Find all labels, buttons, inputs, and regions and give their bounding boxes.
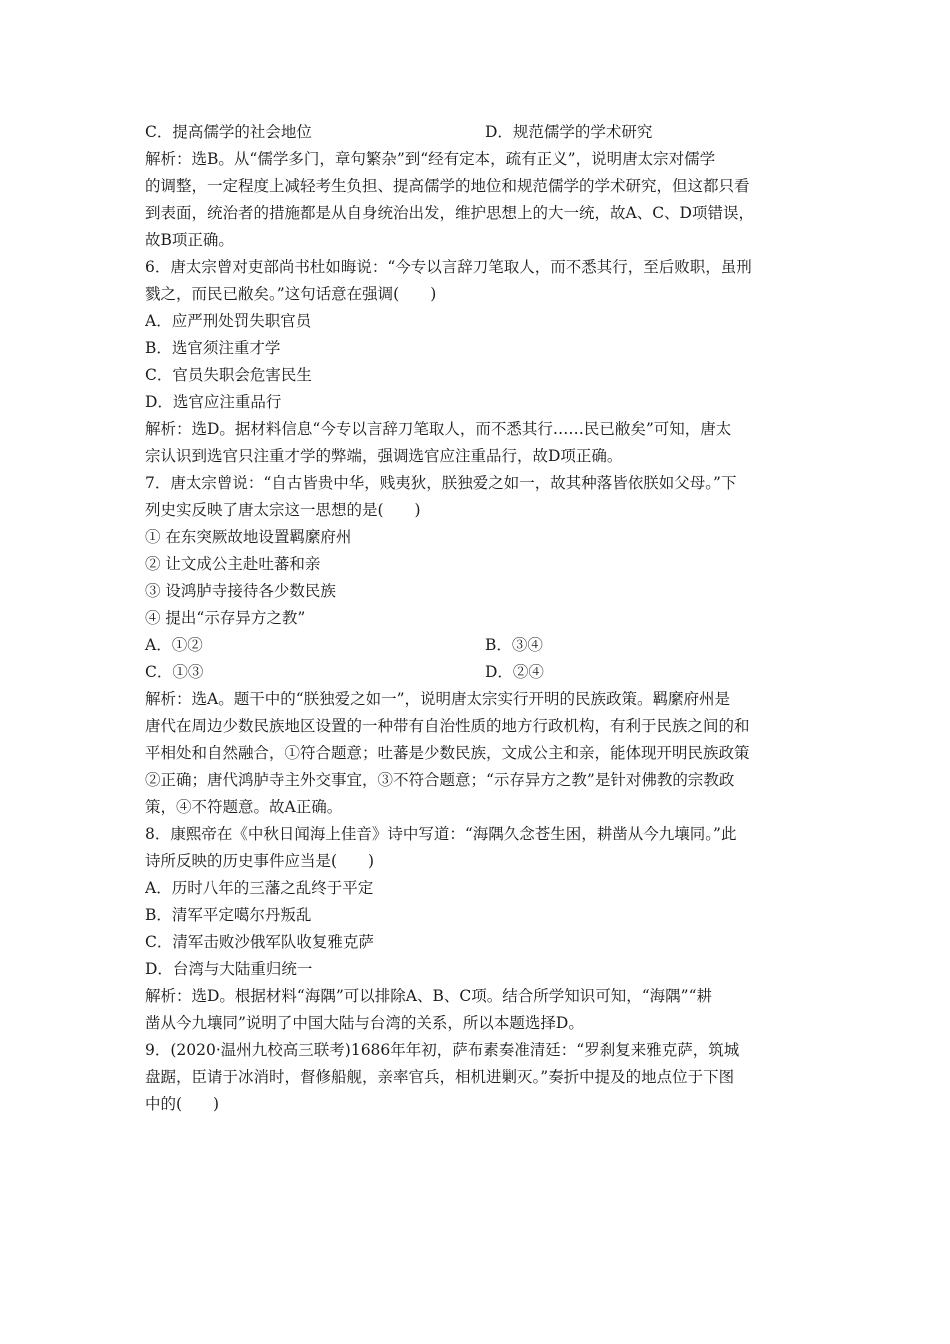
q8-option-d: D．台湾与大陆重归统一 [145,960,313,978]
q8-option-a: A．历时八年的三藩之乱终于平定 [145,879,374,897]
q6-option-c: C．官员失职会危害民生 [145,366,312,384]
q7-item-4: ④ 提出“示存异方之教” [145,609,306,627]
q6-option-a: A．应严刑处罚失职官员 [145,312,312,330]
question-stem-line: 7．唐太宗曾说：“自古皆贵中华，贱夷狄，朕独爱之如一，故其种落皆依朕如父母。”下 [145,474,737,492]
question-stem-line: 8．康熙帝在《中秋日闻海上佳音》诗中写道：“海隅久念苍生困，耕凿从今九壤同。”此 [145,825,737,843]
q7-item-3: ③ 设鸿胪寺接待各少数民族 [145,582,336,600]
question-8 [145,821,810,1037]
q7-item-1: ① 在东突厥故地设置羁縻府州 [145,528,352,546]
q5-option-d: D．规范儒学的学术研究 [485,123,653,141]
question-stem-line: 9．(2020·温州九校高三联考)1686年年初，萨布素奏准清廷：“罗刹复来雅克萨，筑城 [145,1041,740,1059]
question-stem-line: 盘踞，臣请于冰消时，督修船舰，亲率官兵，相机进剿灭。”奏折中提及的地点位于下图 [145,1068,735,1086]
q7-option-b: B．③④ [485,636,543,654]
q7-option-a: A．①② [145,636,203,654]
analysis-line: 凿从今九壤同”说明了中国大陆与台湾的关系，所以本题选择D。 [145,1014,584,1032]
q7-option-d: D．②④ [485,663,544,681]
q8-option-b: B．清军平定噶尔丹叛乱 [145,906,312,924]
analysis-line: 故B项正确。 [145,231,234,249]
q7-options-row-1 [145,632,810,659]
page-content [145,119,810,1118]
question-6 [145,254,810,470]
analysis-line: 到表面，统治者的措施都是从自身统治出发，维护思想上的大一统，故A、C、D项错误， [145,204,754,222]
analysis-line: ②正确；唐代鸿胪寺主外交事宜，③不符合题意；“示存异方之教”是针对佛教的宗教政 [145,771,735,789]
question-stem-line: 6．唐太宗曾对吏部尚书杜如晦说：“今专以言辞刀笔取人，而不悉其行，至后败职，虽刑 [145,258,752,276]
q7-options-row-2 [145,659,810,686]
analysis-line: 唐代在周边少数民族地区设置的一种带有自治性质的地方行政机构，有利于民族之间的和 [145,717,750,735]
question-9 [145,1037,810,1118]
q6-option-b: B．选官须注重才学 [145,339,281,357]
q5-options-row [145,119,810,146]
analysis-line: 策，④不符题意。故A正确。 [145,798,343,816]
analysis-line: 解析：选D。根据材料“海隅”可以排除A、B、C项。结合所学知识可知，“海隅”“耕 [145,987,712,1005]
q7-item-2: ② 让文成公主赴吐蕃和亲 [145,555,321,573]
question-7 [145,470,810,821]
q5-analysis [145,146,810,254]
question-stem-line: 诗所反映的历史事件应当是( ) [145,852,375,870]
analysis-line: 解析：选A。题干中的“朕独爱之如一”，说明唐太宗实行开明的民族政策。羁縻府州是 [145,690,731,708]
analysis-line: 的调整，一定程度上减轻考生负担、提高儒学的地位和规范儒学的学术研究，但这都只看 [145,177,750,195]
analysis-line: 宗认识到选官只注重才学的弊端，强调选官应注重品行，故D项正确。 [145,447,623,465]
q5-option-c: C．提高儒学的社会地位 [145,123,312,141]
question-stem-line: 列史实反映了唐太宗这一思想的是( ) [145,501,421,519]
analysis-line: 解析：选D。据材料信息“今专以言辞刀笔取人，而不悉其行……民已敝矣”可知，唐太 [145,420,732,438]
analysis-line: 平相处和自然融合，①符合题意；吐蕃是少数民族，文成公主和亲，能体现开明民族政策 [145,744,750,762]
q7-option-c: C．①③ [145,663,204,681]
q6-option-d: D．选官应注重品行 [145,393,282,411]
question-stem-line: 戮之，而民已敝矣。”这句话意在强调( ) [145,285,437,303]
question-stem-line: 中的( ) [145,1095,220,1113]
analysis-line: 解析：选B。从“儒学多门，章句繁杂”到“经有定本，疏有正义”，说明唐太宗对儒学 [145,150,716,168]
q8-option-c: C．清军击败沙俄军队收复雅克萨 [145,933,374,951]
